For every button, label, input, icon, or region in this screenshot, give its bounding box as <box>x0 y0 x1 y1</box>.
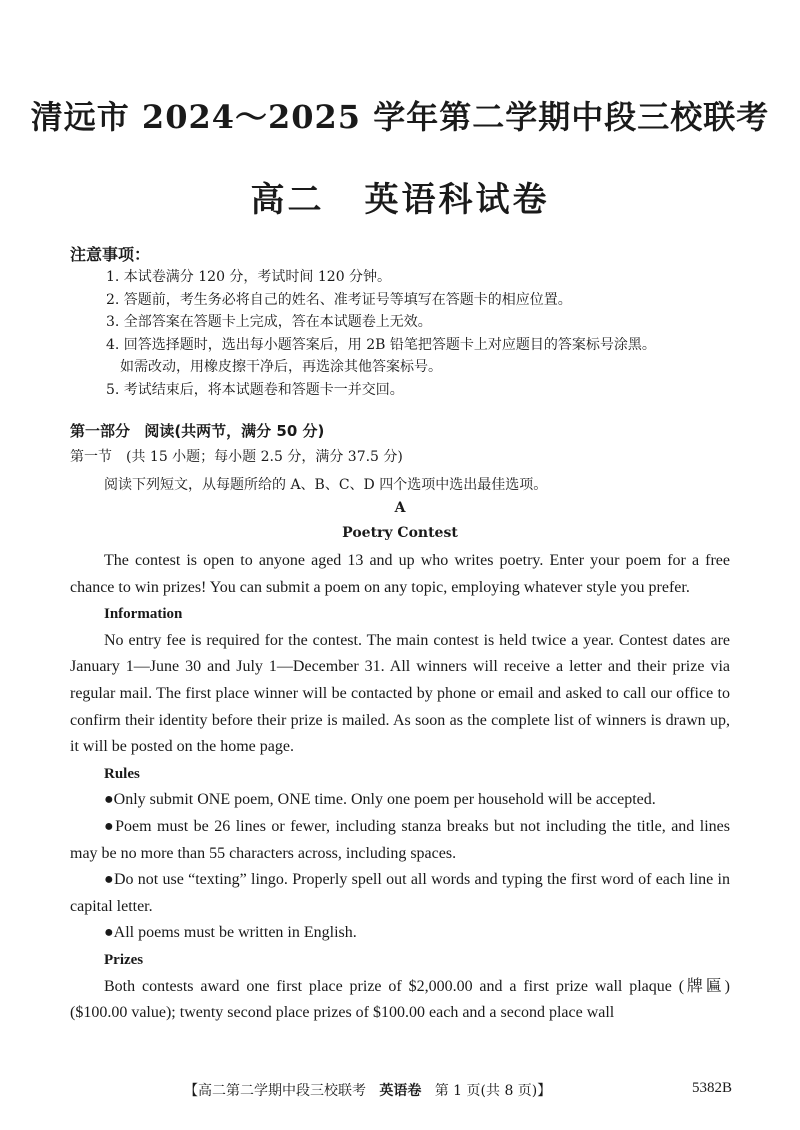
section-heading <box>70 420 324 441</box>
part-title: 阅读(共两节，满分 50 分) <box>144 422 325 440</box>
notice-item: 1. 本试卷满分 120 分，考试时间 120 分钟。 <box>106 269 392 285</box>
intro-paragraph: The contest is open to anyone aged 13 and up who writes poetry. Enter your poem for a free chance to win prizes! You can submit a poem on any topic, employing whatever style you prefer. <box>70 552 730 596</box>
footer-page-number: 第 1 页(共 8 页)】 <box>434 1083 552 1099</box>
notice-item: 2. 答题前，考生务必将自己的姓名、准考证号等填写在答题卡的相应位置。 <box>106 291 572 308</box>
info-heading: Information <box>104 606 183 623</box>
footer-exam-name: 【高二第二学期中段三校联考 <box>184 1083 366 1099</box>
footer-label <box>184 1080 551 1100</box>
passage-letter: A <box>394 500 406 516</box>
notice-heading: 注意事项： <box>70 245 151 264</box>
passage-body <box>70 548 730 1027</box>
footer-subject: 英语卷 <box>379 1083 422 1099</box>
section-sub: 第一节 (共 15 小题；每小题 2.5 分，满分 37.5 分) <box>70 449 403 465</box>
part-label: 第一部分 <box>70 422 131 440</box>
exam-subtitle <box>0 172 800 221</box>
rule-item: ●Poem must be 26 lines or fewer, including stanza breaks but not including the title, and lines may be no more than 55 characters across, including spaces. <box>70 817 730 862</box>
notice-item: 5. 考试结束后，将本试题卷和答题卡一并交回。 <box>106 381 404 398</box>
prizes-paragraph: Both contests award one first place prize of $2,000.00 and a first prize wall plaque (牌匾)($100.00 value); twenty second place prizes of $100.00 each and a second place wall <box>70 977 730 1022</box>
prizes-heading: Prizes <box>104 951 144 968</box>
notice-item: 如需改动，用橡皮擦干净后，再选涂其他答案标号。 <box>120 359 442 375</box>
notice-list <box>106 266 746 401</box>
exam-title: 清远市 2024～2025 学年第二学期中段三校联考 <box>30 98 770 136</box>
rule-item: ●All poems must be written in English. <box>104 924 357 942</box>
passage-title: Poetry Contest <box>342 525 458 541</box>
paper-code: 5382B <box>691 1080 732 1096</box>
section-instruction: 阅读下列短文，从每题所给的 A、B、C、D 四个选项中选出最佳选项。 <box>104 477 548 493</box>
info-paragraph: No entry fee is required for the contest. The main contest is held twice a year. Contest dates are January 1—June 30 and July 1—December 31. All winners will receive a letter and their prize via regular mail. The first place winner will be contacted by phone or email and asked to call our office to confirm their identity before their prize is mailed. As soon as the complete list of winners is drawn up, it will be posted on the home page. <box>70 631 730 756</box>
rules-heading: Rules <box>104 765 140 782</box>
subject-label: 英语科试卷 <box>364 180 550 220</box>
notice-item: 3. 全部答案在答题卡上完成，答在本试题卷上无效。 <box>106 314 432 330</box>
rule-item: ●Only submit ONE poem, ONE time. Only one poem per household will be accepted. <box>104 791 656 809</box>
notice-item: 4. 回答选择题时，选出每小题答案后，用 2B 铅笔把答题卡上对应题目的答案标号涂黑。 <box>106 336 656 353</box>
grade-label: 高二 <box>250 180 325 220</box>
rule-item: ●Do not use “texting” lingo. Properly spell out all words and typing the first word of each line in capital letter. <box>70 871 730 915</box>
